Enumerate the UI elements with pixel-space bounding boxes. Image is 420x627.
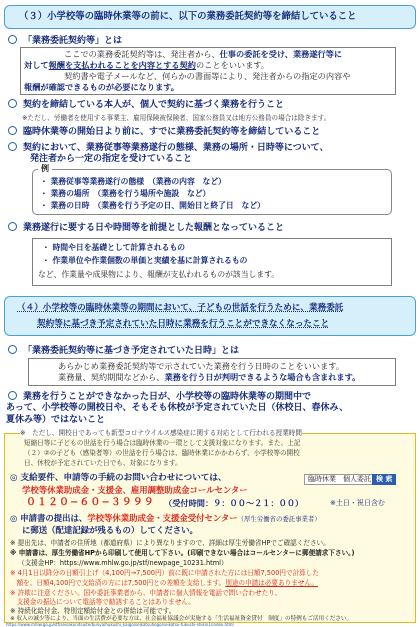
circle-bullet-icon [8,126,17,135]
item-designation: 契約において、業務従事等業務遂行の態様、業務の場所・日時等について、 [8,142,328,154]
def-line-1: ここでの業務委託契約等は、発注者から、仕事の委託を受け、業務遂行等に [64,49,343,59]
call-center-name: 学校等休業助成金・支援金、雇用調整助成金コールセンター [22,485,248,495]
pay-point-1: ・ 時間や日を基礎として計算されるもの [42,243,186,252]
item-designation-line2: 発注者から一定の指定を受けていること [30,154,193,164]
info-note-1: ※ 提出先は、申請者の住所地（都道府県）により異なりますので、詳細は厚生労働省HPでご確認ください。 [10,539,330,547]
info-note-5: 額を、日額4,100円で支給済の方には7,500円との差額を支給します。別途の申請は必要ありません。 [10,579,318,587]
info-url[interactable]: https://www.mhlw.go.jp/stf/seisakunitsuite/bunya/hukushi_kaigo/seikatsuhogo/seikatsu-fukushi-shikin1/index.html [6,622,234,627]
call-center-phone[interactable]: ０１２０−６０−３９９９ [26,497,155,508]
def-line-2: 対して報酬を支払われることを内容とする契約のことをいいます。 [24,60,270,70]
section-4-header: （４）小学校等の臨時休業等の期間において、子どもの世話を行うために、業務委託 契約等に基づき予定されていた日時に業務を行うことができなくなったこと [4,296,416,336]
scheduled-def-1: あらかじめ業務委託契約等で示されていた業務を行う日時のことをいいます。 [58,361,344,371]
example-tag: 例 [38,164,52,174]
def-line-3: 契約書や電子メールなど、何らかの書面等により、発注者からの指定の内容や [64,71,351,81]
search-keyword-tag: 臨時休業 個人委託 [304,474,375,485]
circle-bullet-icon [8,99,17,108]
info-note-6: ※ 許欺に注意ください。国や委託事業者から、申請者に個人情報を電話で問い合わせたり、 [10,589,282,597]
closure-note-1: ※ ただし、開校日であっても新型コロナウイルス感染症に関する対応として行われる授業時間 [20,429,302,437]
scheduled-def-2: 業務量、契約期間などから、業務を行う日が判明できるような場合も含まれます。 [58,372,361,382]
item-individual-work: 契約を締結している本人が、個人で契約に基づく業務を行うこと [8,99,284,111]
item-time-based-pay: 業務遂行に要する日や時間等を前提とした報酬となっていること [8,222,284,234]
def-line-4: 報酬が確認できるものが必要になります。 [24,82,179,92]
section-3-header: （３）小学校等の臨時休業等の前に、以下の業務委託契約等を締結していること [4,5,416,29]
item-contract-definition: 「業務委託契約等」とは [8,35,122,47]
circle-bullet-icon [8,142,17,151]
example-3: ・ 業務の日時 （業務を行う予定の日、開始日と終了日 など） [40,201,265,210]
example-2: ・ 業務の場所 （業務を行う場所や施設 など） [40,189,211,198]
pay-basis-trail: など、作業量や成果物により、報酬が支払われるものが該当します。 [38,270,280,279]
item-individual-work-note: ※ただし、労働者を使用する事業主、雇用保険被保険者、国家公務員又は地方公務員の場合は除きます。 [22,114,331,122]
item-before-closure: 臨時休業等の開始日より前に、すでに業務委託契約等を締結していること [8,126,320,138]
info-note-4: ※ 4月1日以降分の日額引上げ（4,100円→7,500円）前に既に申請された方には日額7,500円で計算した [10,569,319,577]
call-center-hours: （受付時間：９：００〜２１：００） [164,498,304,508]
submission-line-2: に郵送（配達記録が残るもの）してください。 [22,525,198,535]
circle-bullet-icon [8,222,17,231]
item-scheduled-datetime: 「業務委託契約等に基づき予定されていた日時」とは [8,345,239,357]
closure-note-4: 日、休校が予定されていた日でも、対象になります。 [24,459,182,467]
closure-note-3: （２）②の子ども（感染者等）の世話を行う場合は、臨時休業にかかわらず、小学校等の開校 [24,449,300,457]
info-note-2: ※ 申請書は、厚生労働省HPから印刷して使用して下さい。(印刷できない場合はコールセンターに郵便請求下さい。) [10,549,355,557]
circle-bullet-icon [8,391,17,400]
pay-point-2: ・ 作業単位や作業個数の単価と実績を基に計算されるもの [42,256,248,265]
info-note-3[interactable]: （支援金HP：https://www.mhlw.go.jp/stf/newpage_10231.html） [18,559,228,567]
info-note-7: 支援金の振込について電話等で勧誘することはありません。 [10,598,195,606]
search-button[interactable]: 検 索 [372,474,396,485]
item-not-school-day-line3: 夏休み等）ではないこと [6,415,106,425]
info-note-9: ※ 収入の減少等により、当面の生活費が必要な方は、社会福祉協議会が実施する「生活福祉資金貸付 制度」の特例もご活用ください。 [10,616,353,622]
item-not-school-day-line2: あって、小学校等の開校日や、そもそも休校が予定されていた日（休校日、春休み、 [6,403,349,413]
circle-bullet-icon [8,35,17,44]
inquiry-lead: ◎ 支給要件、申請等の手続のお問い合わせについては、 [10,473,227,483]
call-center-hours-note: ※土日・祝日含む [330,499,385,507]
submission-line: ◎ 申請書の提出は、学校等休業助成金・支援金受付センター（厚生労働省の委託事業者） [10,513,321,523]
info-note-8: ※ 持続化給付金、特別定額給付金との併給は可能です。 [10,607,176,615]
circle-bullet-icon [8,345,17,354]
example-1: ・ 業務従事等業務遂行の態様 （業務の内容 など） [40,177,226,186]
closure-note-2: 短縮日等に子どもの世話を行う場合は臨時休業の一環として支援対象になります。また、上記 [24,439,301,447]
item-not-school-day: 業務を行うことができなかった日が、小学校等の臨時休業等の期間中で [8,391,311,403]
